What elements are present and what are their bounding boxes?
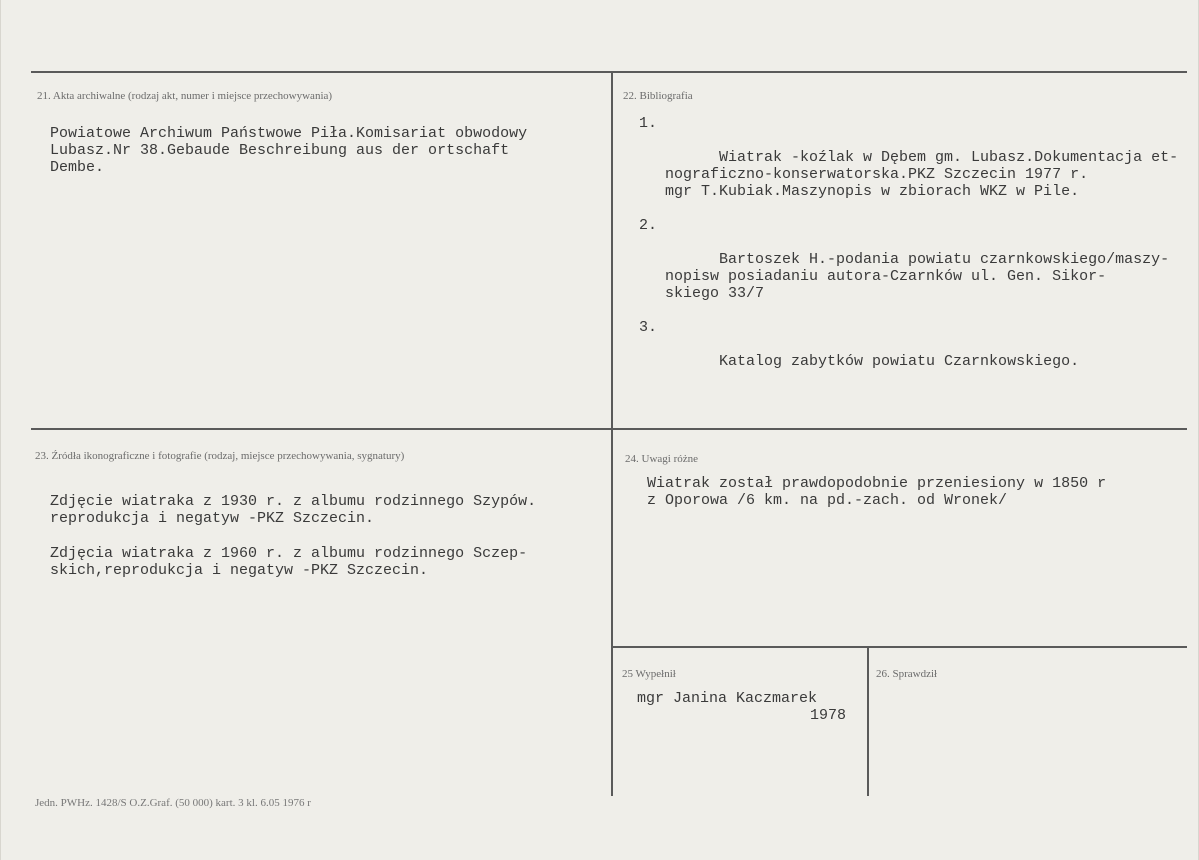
- filled-by-year: 1978: [810, 707, 847, 724]
- iconographic-sources-text-2: Zdjęcia wiatraka z 1960 r. z albumu rodzinnego Sczep- skich,reprodukcja i negatyw -PKZ Szczecin.: [50, 545, 528, 579]
- center-divider: [611, 71, 613, 796]
- list-item-number: 2.: [639, 217, 658, 234]
- filled-by-name: mgr Janina Kaczmarek: [637, 690, 818, 707]
- list-item-text: Wiatrak -koźlak w Dębem gm. Lubasz.Dokumentacja et- nograficzno-konserwatorska.PKZ Szczecin 1977 r. mgr T.Kubiak.Maszynopis w zbiorach WKZ w Pile.: [665, 149, 1179, 200]
- top-rule: [31, 71, 1187, 73]
- bibliography-label: 22. Bibliografia: [623, 90, 693, 102]
- archive-files-label: 21. Akta archiwalne (rodzaj akt, numer i miejsce przechowywania): [37, 90, 333, 102]
- list-item: [639, 115, 1178, 217]
- iconographic-sources-text-1: Zdjęcie wiatraka z 1930 r. z albumu rodzinnego Szypów. reprodukcja i negatyw -PKZ Szczecin.: [50, 493, 537, 527]
- signature-rule: [613, 646, 1187, 648]
- remarks-text: Wiatrak został prawdopodobnie przeniesiony w 1850 r z Oporowa /6 km. na pd.-zach. od Wronek/: [647, 475, 1107, 509]
- print-footer: Jedn. PWHz. 1428/S O.Z.Graf. (50 000) kart. 3 kl. 6.05 1976 r: [35, 797, 311, 809]
- list-item-text: Bartoszek H.-podania powiatu czarnkowskiego/maszy- nopisw posiadaniu autora-Czarnków ul. Gen. Sikor- skiego 33/7: [665, 251, 1170, 302]
- checked-by-label: 26. Sprawdził: [876, 668, 938, 680]
- list-item-number: 1.: [639, 115, 658, 132]
- filled-by-label: 25 Wypełnił: [622, 668, 676, 680]
- list-item-text: Katalog zabytków powiatu Czarnkowskiego.: [719, 353, 1080, 370]
- archive-files-text: Powiatowe Archiwum Państwowe Piła.Komisariat obwodowy Lubasz.Nr 38.Gebaude Beschreibung aus der ortschaft Dembe.: [50, 125, 528, 176]
- signature-divider: [867, 646, 869, 796]
- middle-rule: [31, 428, 1187, 430]
- list-item: [639, 217, 1178, 319]
- remarks-label: 24. Uwagi różne: [625, 453, 699, 465]
- list-item-number: 3.: [639, 319, 658, 336]
- list-item: [639, 319, 1178, 387]
- iconographic-sources-label: 23. Źródła ikonograficzne i fotografie (rodzaj, miejsce przechowywania, sygnatury): [35, 450, 405, 462]
- bibliography-list: [639, 115, 1178, 387]
